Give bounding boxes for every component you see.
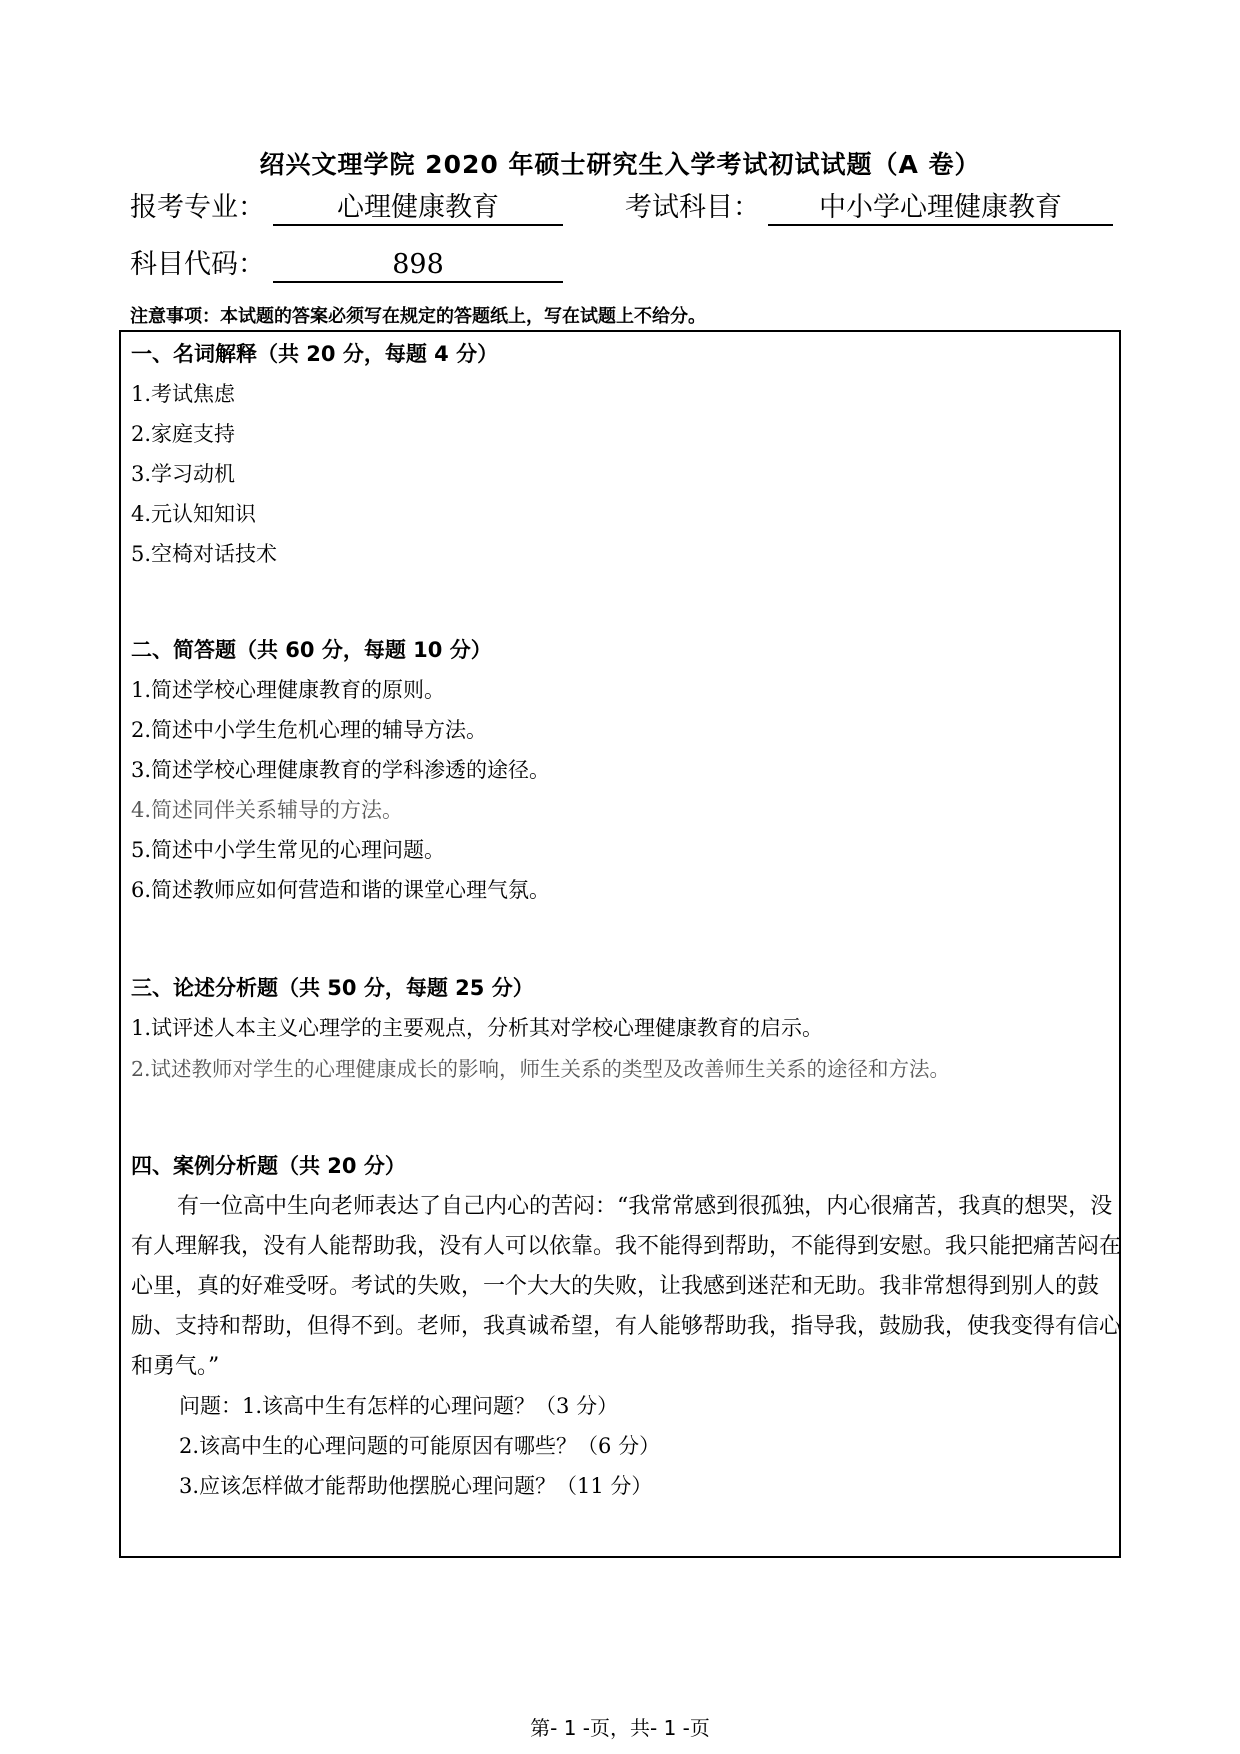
list-item: 3.学习动机 (131, 462, 236, 486)
case-question: 2.该高中生的心理问题的可能原因有哪些？（6 分） (179, 1434, 661, 1458)
code-value: 898 (273, 249, 563, 283)
major-row (130, 185, 563, 226)
code-row (130, 242, 563, 283)
list-item: 4.简述同伴关系辅导的方法。 (131, 798, 404, 822)
list-item: 2.试述教师对学生的心理健康成长的影响，师生关系的类型及改善师生关系的途径和方法。 (131, 1057, 951, 1081)
section-title: 三、论述分析题（共 50 分，每题 25 分） (131, 976, 534, 1000)
section-title: 二、简答题（共 60 分，每题 10 分） (131, 638, 492, 662)
case-text: 有一位高中生向老师表达了自己内心的苦闷：“我常常感到很孤独，内心很痛苦，我真的想哭，没有人理解我，没有人能帮助我，没有人可以依靠。我不能得到帮助，不能得到安慰。我只能把痛苦闷在心里，真的好难受呀。考试的失败，一个大大的失败，让我感到迷茫和无助。我非常想得到别人的鼓励、支持和帮助，但得不到。老师，我真诚希望，有人能够帮助我，指导我，鼓励我，使我变得有信心和勇气。” (131, 1194, 1122, 1379)
list-item: 3.简述学校心理健康教育的学科渗透的途径。 (131, 758, 551, 782)
exam-title: 绍兴文理学院 2020 年硕士研究生入学考试初试试题（A 卷） (259, 150, 981, 179)
section-title: 四、案例分析题（共 20 分） (131, 1154, 406, 1178)
notice-text: 注意事项：本试题的答案必须写在规定的答题纸上，写在试题上不给分。 (130, 306, 706, 327)
section-title: 一、名词解释（共 20 分，每题 4 分） (131, 342, 499, 366)
list-item: 5.空椅对话技术 (131, 542, 278, 566)
case-question: 3.应该怎样做才能帮助他摆脱心理问题？（11 分） (179, 1474, 653, 1498)
subject-value: 中小学心理健康教育 (768, 192, 1113, 226)
case-question: 问题：1.该高中生有怎样的心理问题？（3 分） (179, 1394, 619, 1418)
list-item: 6.简述教师应如何营造和谐的课堂心理气氛。 (131, 878, 551, 902)
list-item: 4.元认知知识 (131, 502, 257, 526)
major-label: 报考专业： (130, 192, 265, 223)
subject-label: 考试科目： (625, 192, 760, 223)
question-box (119, 330, 1121, 1558)
page-footer: 第- 1 -页，共- 1 -页 (530, 1716, 710, 1740)
list-item: 1.简述学校心理健康教育的原则。 (131, 678, 446, 702)
list-item: 5.简述中小学生常见的心理问题。 (131, 838, 446, 862)
list-item: 1.试评述人本主义心理学的主要观点，分析其对学校心理健康教育的启示。 (131, 1016, 824, 1040)
list-item: 2.简述中小学生危机心理的辅导方法。 (131, 718, 488, 742)
list-item: 2.家庭支持 (131, 422, 236, 446)
major-value: 心理健康教育 (273, 192, 563, 226)
subject-row (625, 185, 1113, 226)
code-label: 科目代码： (130, 249, 265, 280)
list-item: 1.考试焦虑 (131, 382, 236, 406)
